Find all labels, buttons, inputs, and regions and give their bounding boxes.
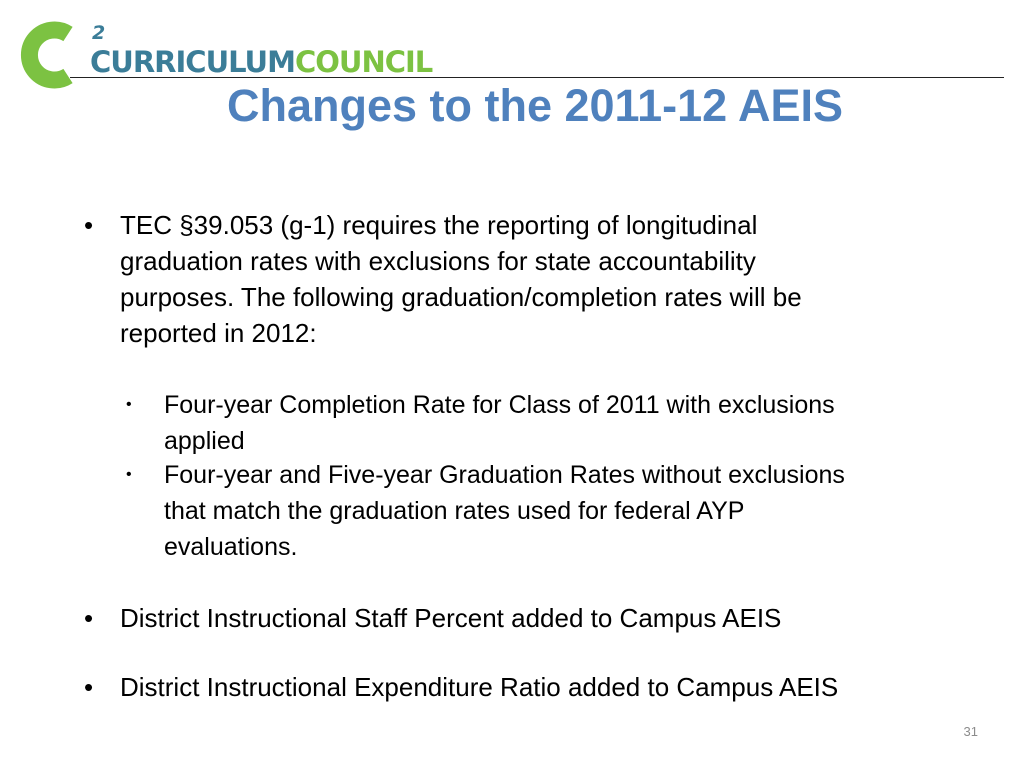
bullet-line: reported in 2012: xyxy=(120,318,317,348)
bullet-item-1 xyxy=(84,207,1000,351)
logo-word-curriculum: CURRICULUM xyxy=(90,45,295,79)
bullet-line: TEC §39.053 (g-1) requires the reporting of longitudinal xyxy=(120,210,758,240)
header-divider xyxy=(70,77,1004,78)
sub-bullet-line: that match the graduation rates used for federal AYP xyxy=(164,497,745,525)
sub-bullet-line: evaluations. xyxy=(164,533,298,561)
sub-bullet-line: applied xyxy=(164,427,245,455)
bullet-line: graduation rates with exclusions for state accountability xyxy=(120,246,756,276)
sub-bullet-line: Four-year Completion Rate for Class of 2011 with exclusions xyxy=(164,391,835,419)
page-number: 31 xyxy=(963,724,978,739)
sub-bullet-item-1 xyxy=(126,387,1004,459)
logo-superscript: 2 xyxy=(92,22,106,44)
bullet-icon: • xyxy=(84,672,94,702)
logo-word-council: COUNCIL xyxy=(294,45,433,79)
slide-title: Changes to the 2011-12 AEIS xyxy=(226,80,844,131)
sub-bullet-icon: • xyxy=(126,466,132,483)
sub-bullet-line: Four-year and Five-year Graduation Rates without exclusions xyxy=(164,461,845,489)
bullet-line: purposes. The following graduation/completion rates will be xyxy=(120,282,802,312)
bullet-line: District Instructional Expenditure Ratio added to Campus AEIS xyxy=(120,672,839,702)
bullet-icon: • xyxy=(84,603,94,633)
bullet-item-3 xyxy=(84,669,1000,705)
logo-wordmark xyxy=(90,45,433,79)
bullet-line: District Instructional Staff Percent added to Campus AEIS xyxy=(120,603,782,633)
bullet-item-2 xyxy=(84,600,1000,636)
bullet-icon: • xyxy=(84,210,94,240)
sub-bullet-item-2 xyxy=(126,457,1004,565)
sub-bullet-icon: • xyxy=(126,396,132,413)
